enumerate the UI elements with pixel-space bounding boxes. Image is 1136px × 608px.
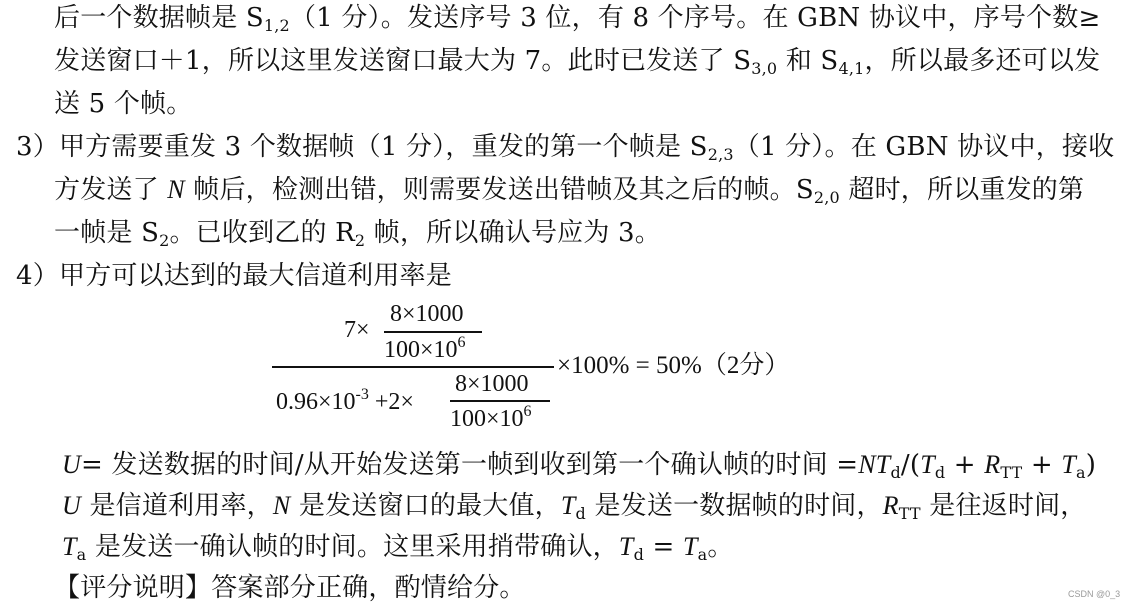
den-frac-top: 8×1000 <box>455 371 529 397</box>
watermark: CSDN @0_3 <box>1068 589 1121 599</box>
p2-line-2: 发送窗口＋1，所以这里发送窗口最大为 7。此时已发送了 $S_{3,0}$ 和 $S_{4,1}$，所以最多还可以发 <box>54 46 1101 78</box>
p2-line-1: 后一个数据帧是 $S_{1,2}(1$ 分）。发送序号 3 位，有 8 个序号。在 GBN 协议中，序号个数≥ <box>54 3 1101 35</box>
num-coef: 7× <box>344 317 370 343</box>
num-frac-top: 8×1000 <box>390 301 464 327</box>
p3-line-1: 3）甲方需要重发 3 个数据帧（1 分），重发的第一个帧是 $S_{2,3}(1$ 分）。在 GBN 协议中，接收 <box>16 132 1115 164</box>
den-frac-bot: $100\times 10^6$ <box>450 403 532 432</box>
p2-line-3: 送 5 个帧。 <box>54 89 193 119</box>
den-left: $0.96\times 10^{-3} +2\times$ <box>276 386 414 415</box>
u-definition-line-1: U= 发送数据的时间/从开始发送第一帧到收到第一个确认帧的时间 $=NT_d/(T_d + R_{TT} + T_a)$ <box>62 450 1097 482</box>
p3-line-3: 一帧是 $S_2$。已收到乙的 $R_2$ 帧，所以确认号应为 3。 <box>54 218 661 250</box>
p3-line-2: 方发送了 N 帧后，检测出错，则需要发送出错帧及其之后的帧。$S_{2,0}$ 超时，所以重发的第 <box>54 175 1085 207</box>
u-definition-line-3: $T_a$ 是发送一确认帧的时间。这里采用捎带确认，$T_d = T_a$。 <box>62 532 734 564</box>
num-frac-bot: $100\times 10^6$ <box>384 334 466 363</box>
num-inner-bar <box>384 331 482 333</box>
p4-line-1: 4）甲方可以达到的最大信道利用率是 <box>16 261 452 291</box>
formula-result: ×100% = 50%（2分） <box>557 352 790 379</box>
main-fraction-bar <box>272 366 554 368</box>
den-inner-bar <box>450 400 550 402</box>
u-definition-line-2: U 是信道利用率，N 是发送窗口的最大值，$T_d$ 是发送一数据帧的时间，$R_{TT}$ 是往返时间， <box>62 491 1087 523</box>
scoring-note: 【评分说明】答案部分正确，酌情给分。 <box>54 573 526 603</box>
